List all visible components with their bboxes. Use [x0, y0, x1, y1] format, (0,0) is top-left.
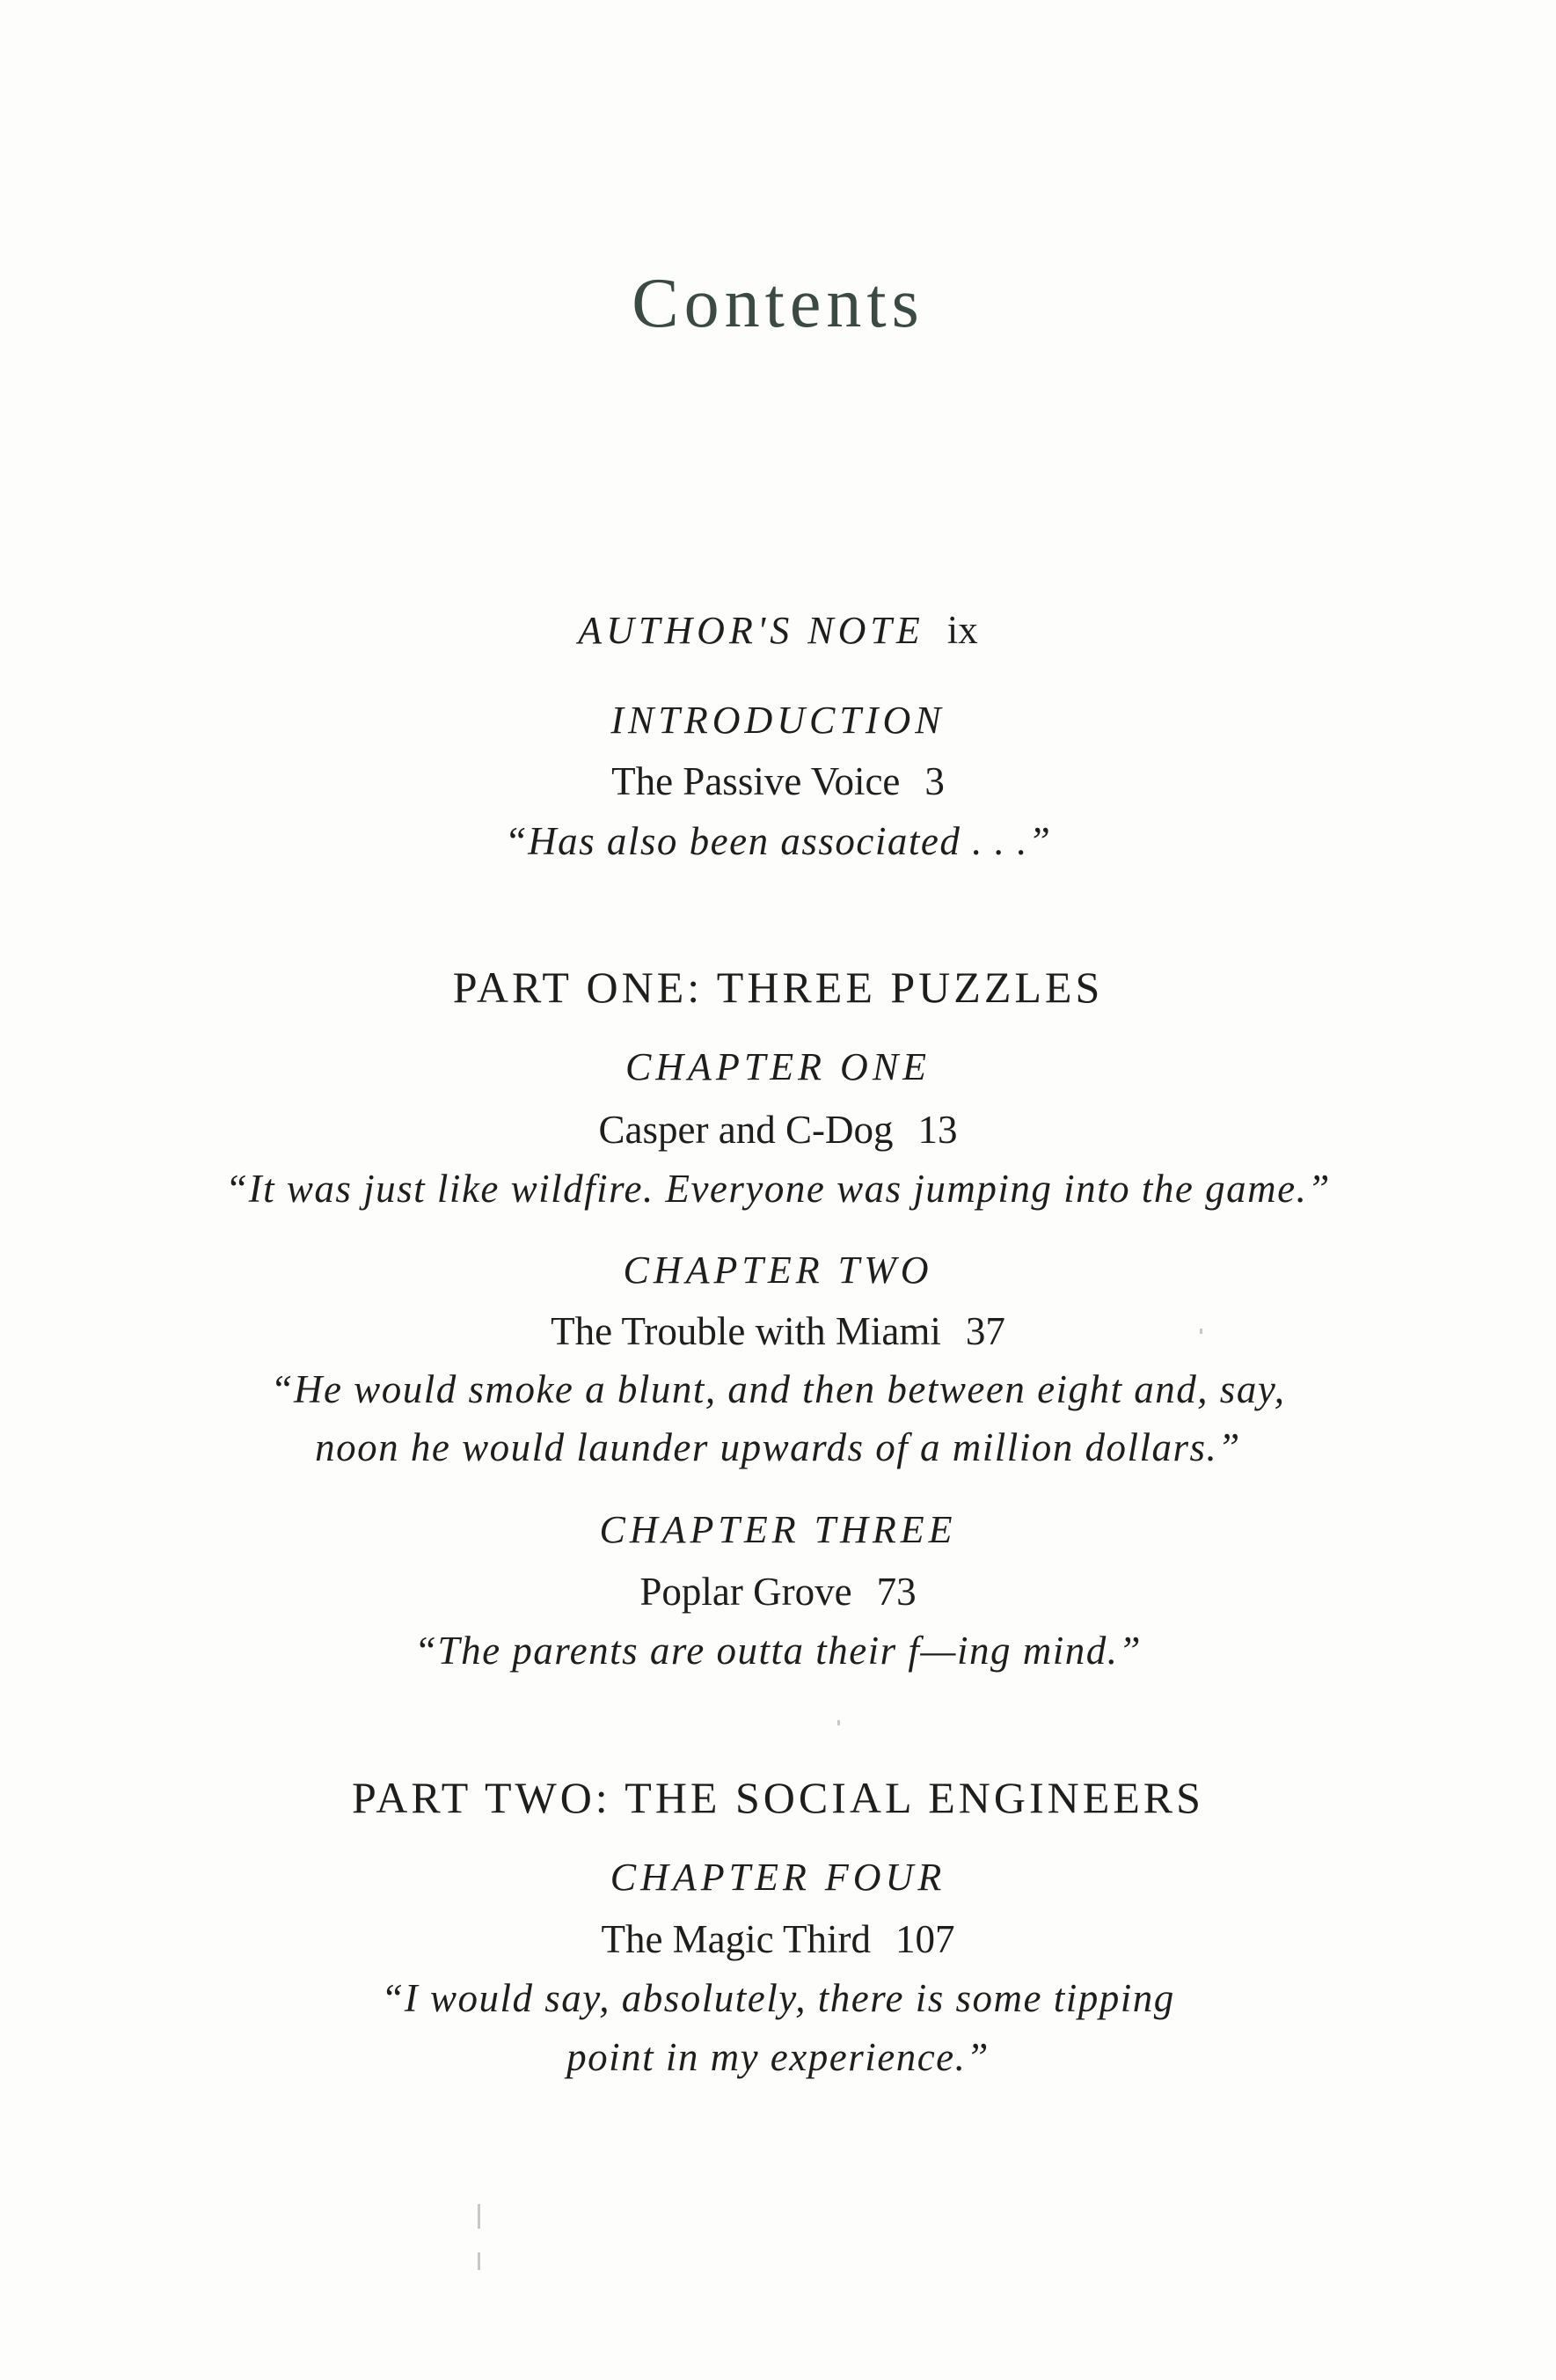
chapter-three-page: 73 [876, 1570, 917, 1614]
introduction-quote: “Has also been associated . . .” [504, 819, 1052, 863]
toc-entry-authors-note[interactable] [0, 607, 1556, 653]
chapter-two-page: 37 [965, 1309, 1005, 1353]
scan-speck [478, 2204, 480, 2229]
chapter-three-quote: “The parents are outta their f—ing mind.” [414, 1629, 1142, 1673]
chapter-two-quote-line-1: “He would smoke a blunt, and then between eight and, say, [270, 1367, 1286, 1411]
part-two-heading: PART TWO: THE SOCIAL ENGINEERS [352, 1773, 1204, 1822]
chapter-one-label: CHAPTER ONE [625, 1045, 931, 1088]
chapter-four-title: The Magic Third [601, 1917, 872, 1961]
chapter-four-label: CHAPTER FOUR [610, 1856, 946, 1899]
introduction-label: INTRODUCTION [610, 699, 946, 742]
scan-speck [478, 2252, 480, 2270]
chapter-four-quote-line-2: point in my experience.” [566, 2035, 990, 2079]
chapter-three-label: CHAPTER THREE [599, 1508, 957, 1551]
toc-entry-chapter-one[interactable] [0, 1107, 1556, 1153]
toc-entry-chapter-two[interactable] [0, 1308, 1556, 1354]
chapter-three-title: Poplar Grove [639, 1570, 852, 1614]
page-title: Contents [632, 265, 924, 342]
chapter-one-quote: “It was just like wildfire. Everyone was jumping into the game.” [225, 1167, 1331, 1211]
chapter-four-quote-line-1: “I would say, absolutely, there is some tipping [381, 1976, 1175, 2020]
toc-entry-chapter-four[interactable] [0, 1916, 1556, 1962]
chapter-one-page: 13 [917, 1108, 958, 1152]
part-one-heading: PART ONE: THREE PUZZLES [452, 963, 1104, 1012]
chapter-two-quote-line-2: noon he would launder upwards of a million dollars.” [315, 1425, 1241, 1469]
chapter-four-page: 107 [895, 1917, 955, 1961]
toc-entry-chapter-three[interactable] [0, 1569, 1556, 1615]
scan-speck [1200, 1329, 1202, 1334]
chapter-two-label: CHAPTER TWO [623, 1249, 933, 1292]
toc-entry-introduction[interactable] [0, 758, 1556, 804]
introduction-page: 3 [924, 759, 945, 803]
chapter-one-title: Casper and C-Dog [598, 1108, 894, 1152]
authors-note-page: ix [946, 608, 978, 652]
introduction-title: The Passive Voice [611, 759, 901, 803]
authors-note-label: AUTHOR'S NOTE [578, 609, 924, 652]
scan-speck [837, 1720, 840, 1725]
chapter-two-title: The Trouble with Miami [551, 1309, 941, 1353]
